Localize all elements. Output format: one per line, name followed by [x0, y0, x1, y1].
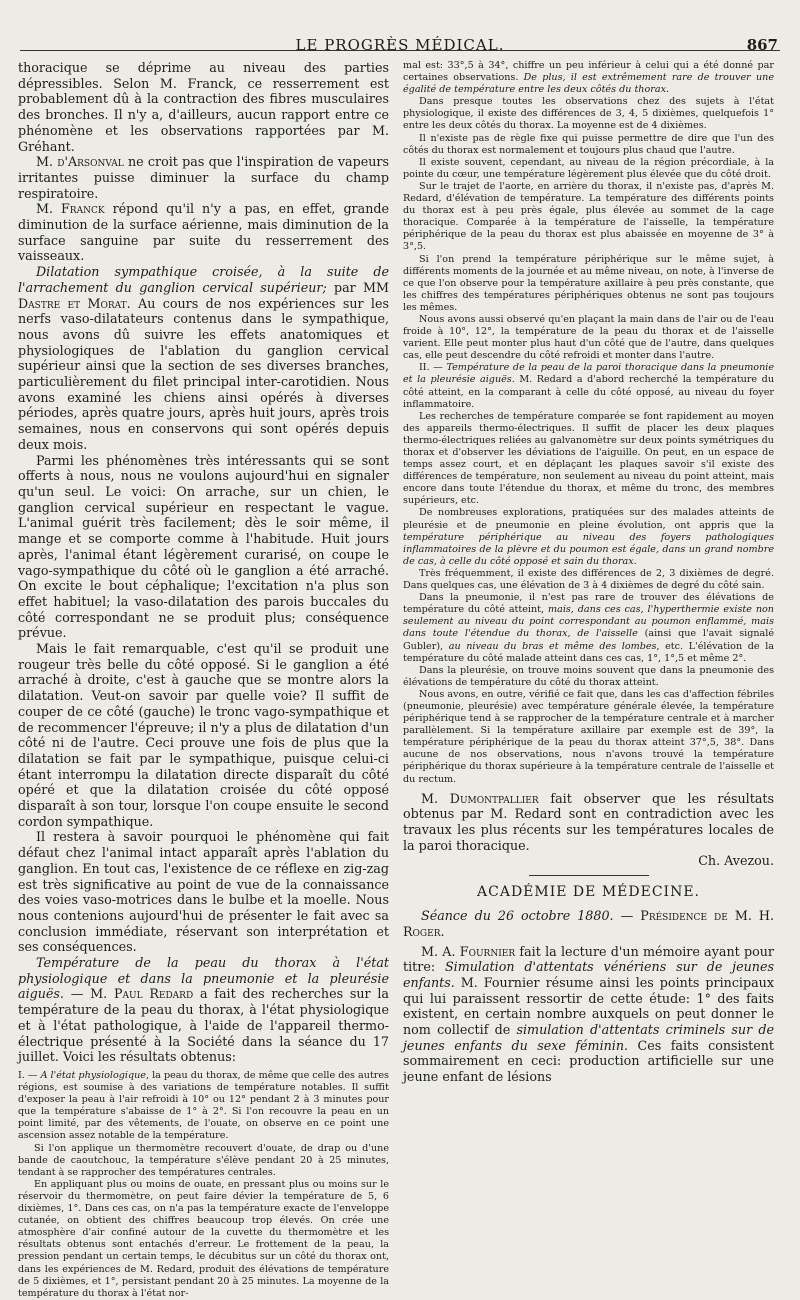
paragraph: Nous avons aussi observé qu'en plaçant la main dans de l'air ou de l'eau froide à 10°, 12°, la température de la peau du thorax et de l'aisselle varient. Elle peut monter plus haut d'un côté que de l'autre, dans quelques cas, elle peut descendre du côté refroidi et monter dans l'autre. — [403, 313, 774, 362]
running-title: LE PROGRÈS MÉDICAL. — [295, 36, 505, 54]
paragraph-text: fait la lecture d'un mémoire ayant pour titre: — [403, 943, 774, 975]
paragraph-text: M. Redard a d'abord recherché la température du côté atteint, en la comparant à celle du côté opposé, au niveau du foyer inflammatoire. — [403, 374, 774, 410]
paragraph-text: fait observer que les résultats obtenus par M. Redard sont en contradiction avec les travaux les plus récents sur les températures locales de la paroi thoracique. — [403, 790, 774, 853]
left-column — [18, 60, 389, 1299]
paragraph — [403, 592, 774, 665]
paragraph-text: . Au cours de nos expériences sur les nerfs vaso-dilatateurs contenus dans le sympathique, nous avons dû suivre les effets anatomiques et physiologiques de l'ablation du ganglion cervical supérieur ainsi que la section de ses diverses branches, particulièrement du filet principal inter-carotidien. Nous avons examiné les chiens ainsi opérés à diverses périodes, après quatre jours, après huit jours, après trois semaines, nous en conservons qui sont opérés depuis deux mois. — [18, 295, 389, 452]
paragraph: Dans presque toutes les observations chez des sujets à l'état physiologique, il existe des différences de 3, 4, 5 dixièmes, quelquefois 1° entre les deux côtés du thorax. La moyenne est de 4 dixièmes. — [403, 96, 774, 132]
paragraph-text: , la peau du thorax, de même que celle des autres régions, est soumise à des variations de température notables. Il suffit d'exposer la peau à l'air refroidi à 10° ou 12° pendant 2 à 3 minutes pour que la température s'abaisse de 1° à 2°. Si l'on recouvre la peau en un point limité, par des vêtements, de l'ouate, on observe en ce point une ascension assez notable de la température. — [18, 1070, 389, 1142]
page-header — [0, 6, 800, 52]
session-date: Séance du 26 octobre 1880. — [421, 908, 614, 924]
paragraph: En appliquant plus ou moins de ouate, en pressant plus ou moins sur le réservoir du thermomètre, on peut faire dévier la température de 5, 6 dixièmes, 1°. Dans ces cas, on n'a pas la température exacte de l'enveloppe cutanée, on obtient des chiffres beaucoup trop élevés. On crée une atmosphère d'air confiné autour de la cuvette du thermomètre et les résultats obtenus sont entachés d'erreur. Le frottement de la peau, la pression pendant un certain temps, le décubitus sur un côté du thorax ont, dans les expériences de M. Redard, produit des élévations de température de 5 dixièmes, et 1°, persistant pendant 20 à 25 minutes. La moyenne de la température du thorax à l'état nor- — [18, 1178, 389, 1299]
paragraph — [403, 60, 774, 96]
paragraph: Très fréquemment, il existe des différences de 2, 3 dixièmes de degré. Dans quelques cas, une élévation de 3 à 4 dixièmes de degré du côté sain. — [403, 567, 774, 592]
author-name: M. Franck — [36, 201, 105, 217]
two-column-body — [18, 60, 774, 1299]
communication-title: Dilatation sympathique croisée, à la suite de l'arrachement du ganglion cervical supérieur; — [18, 264, 389, 295]
section-title: A l'état physiologique — [40, 1070, 146, 1081]
paragraph: Sur le trajet de l'aorte, en arrière du thorax, il n'existe pas, d'après M. Redard, d'élévation de température. La température des différents points du thorax est à peu près égale, plus élevée au sommet de la cage thoracique. Comparée à la température de l'aisselle, la température périphérique de la peau du thorax est plus abaissée en moyenne de 3° à 3°,5. — [403, 180, 774, 253]
paragraph: Parmi les phénomènes très intéressants qui se sont offerts à nous, nous ne voulons aujourd'hui en signaler qu'un seul. Le voici: On arrache, sur un chien, le ganglion cervical supérieur en respectant le vague. L'animal guérit très facilement; dès le soir même, il mange et se comporte comme à l'habitude. Huit jours après, l'animal étant légèrement curarisé, on coupe le vago-sympathique du côté où le ganglion a été arraché. On excite le bout céphalique; l'excitation n'a plus son effet habituel; la vaso-dilatation des parois buccales du côté correspondant ne se produit plus; conséquence prévue. — [18, 452, 389, 641]
section-title: Température de la peau de la paroi thoracique dans la pneumonie et la pleurésie aiguës. — [403, 362, 774, 386]
page-number: 867 — [746, 36, 778, 54]
paragraph: Il n'existe pas de règle fixe qui puisse permettre de dire que l'un des côtés du thorax est normalement et toujours plus chaud que l'autre. — [403, 132, 774, 156]
emphasis-text: température périphérique au niveau des foyers pathologiques inflammatoires de la plèvre et du poumon est égale, dans un grand nombre de cas, à celle du côté opposé et sain du thorax. — [403, 531, 774, 567]
paragraph-text: Dans la pneumonie, il n'est pas rare de trouver des élévations de température du côté atteint, — [403, 592, 774, 616]
session-president: Présidence de M. H. Roger. — [403, 908, 774, 939]
paragraph — [18, 154, 389, 201]
paragraph — [18, 201, 389, 264]
paragraph: Mais le fait remarquable, c'est qu'il se produit une rougeur très belle du côté opposé. Si le ganglion a été arraché à droite, c'est à gauche que se montre alors la dilatation. Veut-on savoir par quelle voie? Il suffit de couper de ce côté (gauche) le tronc vago-sympathique et de recommencer l'épreuve; il n'y a plus de dilatation d'un côté ni de l'autre. Ceci prouve une fois de plus que la dilatation se fait par le sympathique, puisque celui-ci étant interrompu la dilatation directe disparaît du côté opéré et que la dilatation croisée du côté opposé disparaît à son tour, lorsque l'on coupe ensuite le second cordon sympathique. — [18, 641, 389, 829]
paragraph: Dans la pleurésie, on trouve moins souvent que dans la pneumonie des élévations de température du côté du thorax atteint. — [403, 664, 774, 688]
paragraph: Si l'on applique un thermomètre recouvert d'ouate, de drap ou d'une bande de caoutchouc, la température s'élève pendant 20 à 25 minutes, tendant à se rapprocher des températures centrales. — [18, 1142, 389, 1178]
paragraph-text: répond qu'il n'y a pas, en effet, grande diminution de la surface aérienne, mais diminution de la surface sanguine par suite du resserrement des vaisseaux. — [18, 201, 389, 264]
author-name: Dastre et Morat — [18, 295, 127, 311]
paragraph: Nous avons, en outre, vérifié ce fait que, dans les cas d'affection fébriles (pneumonie, pleurésie) avec température générale élevée, la température périphérique tend à se rapprocher de la température centrale et à marcher parallèlement. Si la température axillaire par exemple est de 39°, la température périphérique de la peau du thorax atteint 37°,5, 38°. Dans aucune de nos observations, nous n'avons trouvé la température périphérique du thorax supérieure à la température centrale de l'aisselle et du rectum. — [403, 688, 774, 785]
paragraph — [403, 507, 774, 567]
paragraph — [18, 955, 389, 1065]
paragraph-text: par MM — [326, 279, 389, 295]
paragraph-text: ne croit pas que l'inspiration de vapeurs irritantes puisse diminuer la surface du champ respiratoire. — [18, 154, 389, 201]
paragraph-text: a fait des recherches sur la température de la peau du thorax, à l'état physiologique et à l'état pathologique, à l'aide de l'appareil thermo-électrique présenté à la Société dans la séance du 17 juillet. Voici les résultats obtenus: — [18, 986, 389, 1065]
paragraph-text: — M. — [63, 986, 114, 1002]
header-rule — [20, 50, 780, 51]
paragraph — [18, 264, 389, 452]
section-heading: ACADÉMIE DE MÉDECINE. — [403, 875, 774, 900]
emphasis-text: simulation d'attentats criminels sur de jeunes enfants du sexe féminin. — [403, 1022, 774, 1053]
paragraph-text: Ces faits consistent sommairement en ceci: production artificielle sur une jeune enfant de lésions — [403, 1037, 774, 1085]
paragraph: Il restera à savoir pourquoi le phénomène qui fait défaut chez l'animal intact apparaît après l'ablation du ganglion. En tout cas, l'existence de ce réflexe en zig-zag est très significative au point de vue de la connaissance des voies vaso-motrices dans le bulbe et la moelle. Nous nous contenions aujourd'hui de présenter le fait avec sa conclusion immédiate, réservant son interprétation et ses conséquences. — [18, 829, 389, 955]
paragraph-text: M. Fournier résume ainsi les points principaux qui lui paraissent ressortir de cette étude: 1° des faits existent, en certain nombre auxquels on peut donner le nom collectif de — [403, 974, 774, 1038]
signature: Ch. Avezou. — [698, 853, 774, 869]
author-name: M. d'Arsonval — [36, 154, 124, 170]
section-label: II. — — [419, 362, 447, 374]
section-label: I. — — [18, 1070, 41, 1081]
author-name: M. Dumontpallier — [421, 790, 539, 806]
author-name: Paul Redard — [113, 986, 194, 1002]
paragraph-text: De nombreuses explorations, pratiquées sur des malades atteints de pleurésie et de pneumonie en pleine évolution, ont appris que la — [403, 507, 774, 531]
paragraph-text: mal est: 33°,5 à 34°, chiffre un peu inférieur à celui qui a été donné par certaines observations. — [403, 60, 774, 84]
paragraph: Les recherches de température comparée se font rapidement au moyen des appareils thermo-électriques. Il suffit de placer les deux plaques thermo-électriques reliées au galvanomètre sur deux points symétriques du thorax et d'observer les déviations de l'aiguille. On peut, en un espace de temps assez court, et en déplaçant les plaques savoir s'il existe des différences de température, non seulement au niveau du point atteint, mais encore dans toute l'étendue du thorax, et même du tronc, des membres supérieurs, etc. — [403, 410, 774, 507]
communication-title: Température de la peau du thorax à l'état physiologique et dans la pneumonie et la pleurésie aiguës. — [18, 955, 389, 1002]
paragraph: Si l'on prend la température périphérique sur le même sujet, à différents moments de la journée et au même niveau, on note, à l'inverse de ce que l'on observe pour la température axillaire à peu près constante, que les chiffres des températures périphériques obtenus ne sont pas toujours les mêmes. — [403, 253, 774, 313]
paragraph — [403, 791, 774, 854]
right-column — [403, 60, 774, 1110]
paragraph: thoracique se déprime au niveau des parties dépressibles. Selon M. Franck, ce resserrement est probablement dû à la contraction des fibres musculaires des bronches. Il n'y a, d'ailleurs, aucun rapport entre ce phénomène et les observations rapportées par M. Gréhant. — [18, 60, 389, 154]
paragraph-text: (ainsi que l'avait signalé Gubler), — [403, 628, 774, 652]
session-line — [403, 908, 774, 939]
paragraph — [403, 944, 774, 1085]
author-name: M. A. Fournier — [421, 943, 516, 959]
paragraph — [403, 362, 774, 410]
paragraph-text: — — [613, 908, 641, 924]
emphasis-text: mais, dans ces cas, l'hyperthermie existe non seulement au niveau du point correspondant au poumon enflammé, mais dans toute l'étendue du thorax, de l'aisselle — [403, 604, 774, 640]
paragraph-text: , etc. L'élévation de la température du côté malade atteint dans ces cas, 1°, 1°,5 et même 2°. — [403, 640, 774, 664]
emphasis-text: Simulation d'attentats vénériens sur de jeunes enfants. — [403, 959, 774, 990]
emphasis-text: De plus, il est extrêmement rare de trouver une égalité de température entre les deux côtés du thorax. — [403, 72, 774, 96]
paragraph — [18, 1070, 389, 1143]
emphasis-text: au niveau du bras et même des lombes — [448, 640, 657, 652]
paragraph: Il existe souvent, cependant, au niveau de la région précordiale, à la pointe du cœur, une température légèrement plus élevée que du côté droit. — [403, 156, 774, 180]
